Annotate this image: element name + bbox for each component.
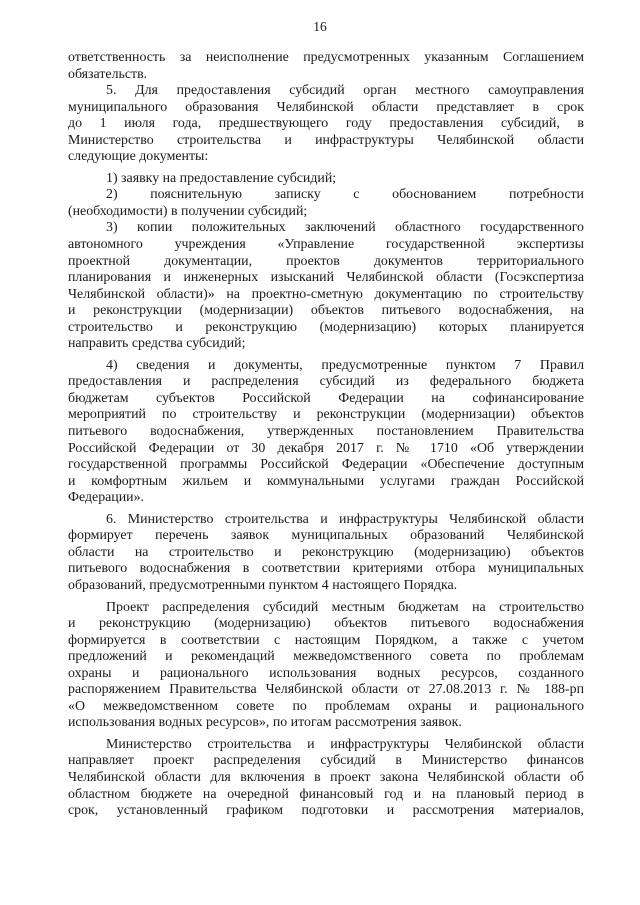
text-line: 3) копии положительных заключений областного государственного [106,220,584,236]
paragraph [68,187,584,220]
text-line: использования водных ресурсов», по итогам рассмотрения заявок. [68,715,462,731]
text-line: распоряжением Правительства Челябинской области от 27.08.2013 г. № 188-рп [68,682,584,698]
text-line: (необходимости) в получении субсидий; [68,203,308,219]
text-line: бюджетам субъектов Российской Федерации на софинансирование [68,390,584,406]
text-line: направить средства субсидий; [68,336,246,352]
text-line: предложений и рекомендаций межведомственного совета по проблемам [68,649,584,665]
paragraph [68,171,584,188]
text-line: мероприятий по строительству и реконструкции (модернизации) объектов [68,407,584,423]
text-line: направляет проект распределения субсидий в Министерство финансов [68,753,584,769]
text-line: формируется в соответствии с настоящим Порядком, а также с учетом [68,632,584,648]
text-line: Челябинской области для включения в проект закона Челябинской области об [68,769,584,785]
text-line: Министерство строительства и инфраструктуры Челябинской области [106,736,584,752]
text-line: Проект распределения субсидий местным бюджетам на строительство [106,599,584,615]
text-line: Федерации». [68,490,145,506]
paragraph [68,358,584,507]
paragraph [68,512,584,595]
paragraph [68,600,584,732]
text-line: и реконструкции (модернизации) объектов питьевого водоснабжения, на [68,303,584,319]
text-line: обязательств. [68,66,148,82]
text-line: «О межведомственном совете по проблемам охраны и рационального [68,698,584,714]
text-line: строительство и реконструкцию (модернизацию) которых планируется [68,319,584,335]
text-line: государственной программы Российской Федерации «Обеспечение доступным [68,457,584,473]
document-body [68,50,584,820]
text-line: ответственность за неисполнение предусмотренных указанным Соглашением [68,50,584,65]
text-line: 6. Министерство строительства и инфраструктуры Челябинской области [106,511,584,527]
paragraph [68,737,584,820]
text-line: срок, установленный графиком подготовки и рассмотрения материалов, [68,803,584,819]
text-line: Министерство строительства и инфраструктуры Челябинской области [68,132,584,148]
text-line: формирует перечень заявок муниципальных образований Челябинской [68,528,584,544]
text-line: образований, предусмотренными пунктом 4 настоящего Порядка. [68,577,458,593]
page-number: 16 [313,19,327,34]
text-line: автономного учреждения «Управление государственной экспертизы [68,237,584,253]
text-line: и комфортным жильем и коммунальными услугами граждан Российской [68,473,584,489]
text-line: планирования и инженерных изысканий Челябинской области (Госэкспертиза [68,270,584,286]
text-line: следующие документы: [68,149,209,165]
text-line: до 1 июля года, предшествующего году предоставления субсидий, в [68,116,584,132]
paragraph [68,50,584,83]
text-line: питьевого водоснабжения в соответствии критериями отбора муниципальных [68,561,584,577]
text-line: проектной документации, проектов документов территориального [68,253,584,269]
text-line: муниципального образования Челябинской области представляет в срок [68,99,584,115]
text-line: предоставления и распределения субсидий из федерального бюджета [68,374,584,390]
text-line: и реконструкцию (модернизацию) объектов питьевого водоснабжения [68,616,584,632]
text-line: 4) сведения и документы, предусмотренные пунктом 7 Правил [106,357,584,373]
paragraph [68,220,584,352]
text-line: 1) заявку на предоставление субсидий; [106,170,337,186]
text-line: охраны и рационального использования водных ресурсов, созданного [68,665,584,681]
text-line: Челябинской области)» на проектно-сметную документацию по строительству [68,286,584,302]
text-line: Российской Федерации от 30 декабря 2017 г. № 1710 «Об утверждении [68,440,584,456]
text-line: питьевого водоснабжения, утвержденных постановлением Правительства [68,424,584,440]
text-line: областном бюджете на очередной финансовый год и на плановый период в [68,786,584,802]
text-line: 2) пояснительную записку с обоснованием потребности [106,187,584,203]
text-line: области на строительство и реконструкцию (модернизацию) объектов [68,544,584,560]
text-line: 5. Для предоставления субсидий орган местного самоуправления [106,83,584,99]
paragraph [68,83,584,166]
